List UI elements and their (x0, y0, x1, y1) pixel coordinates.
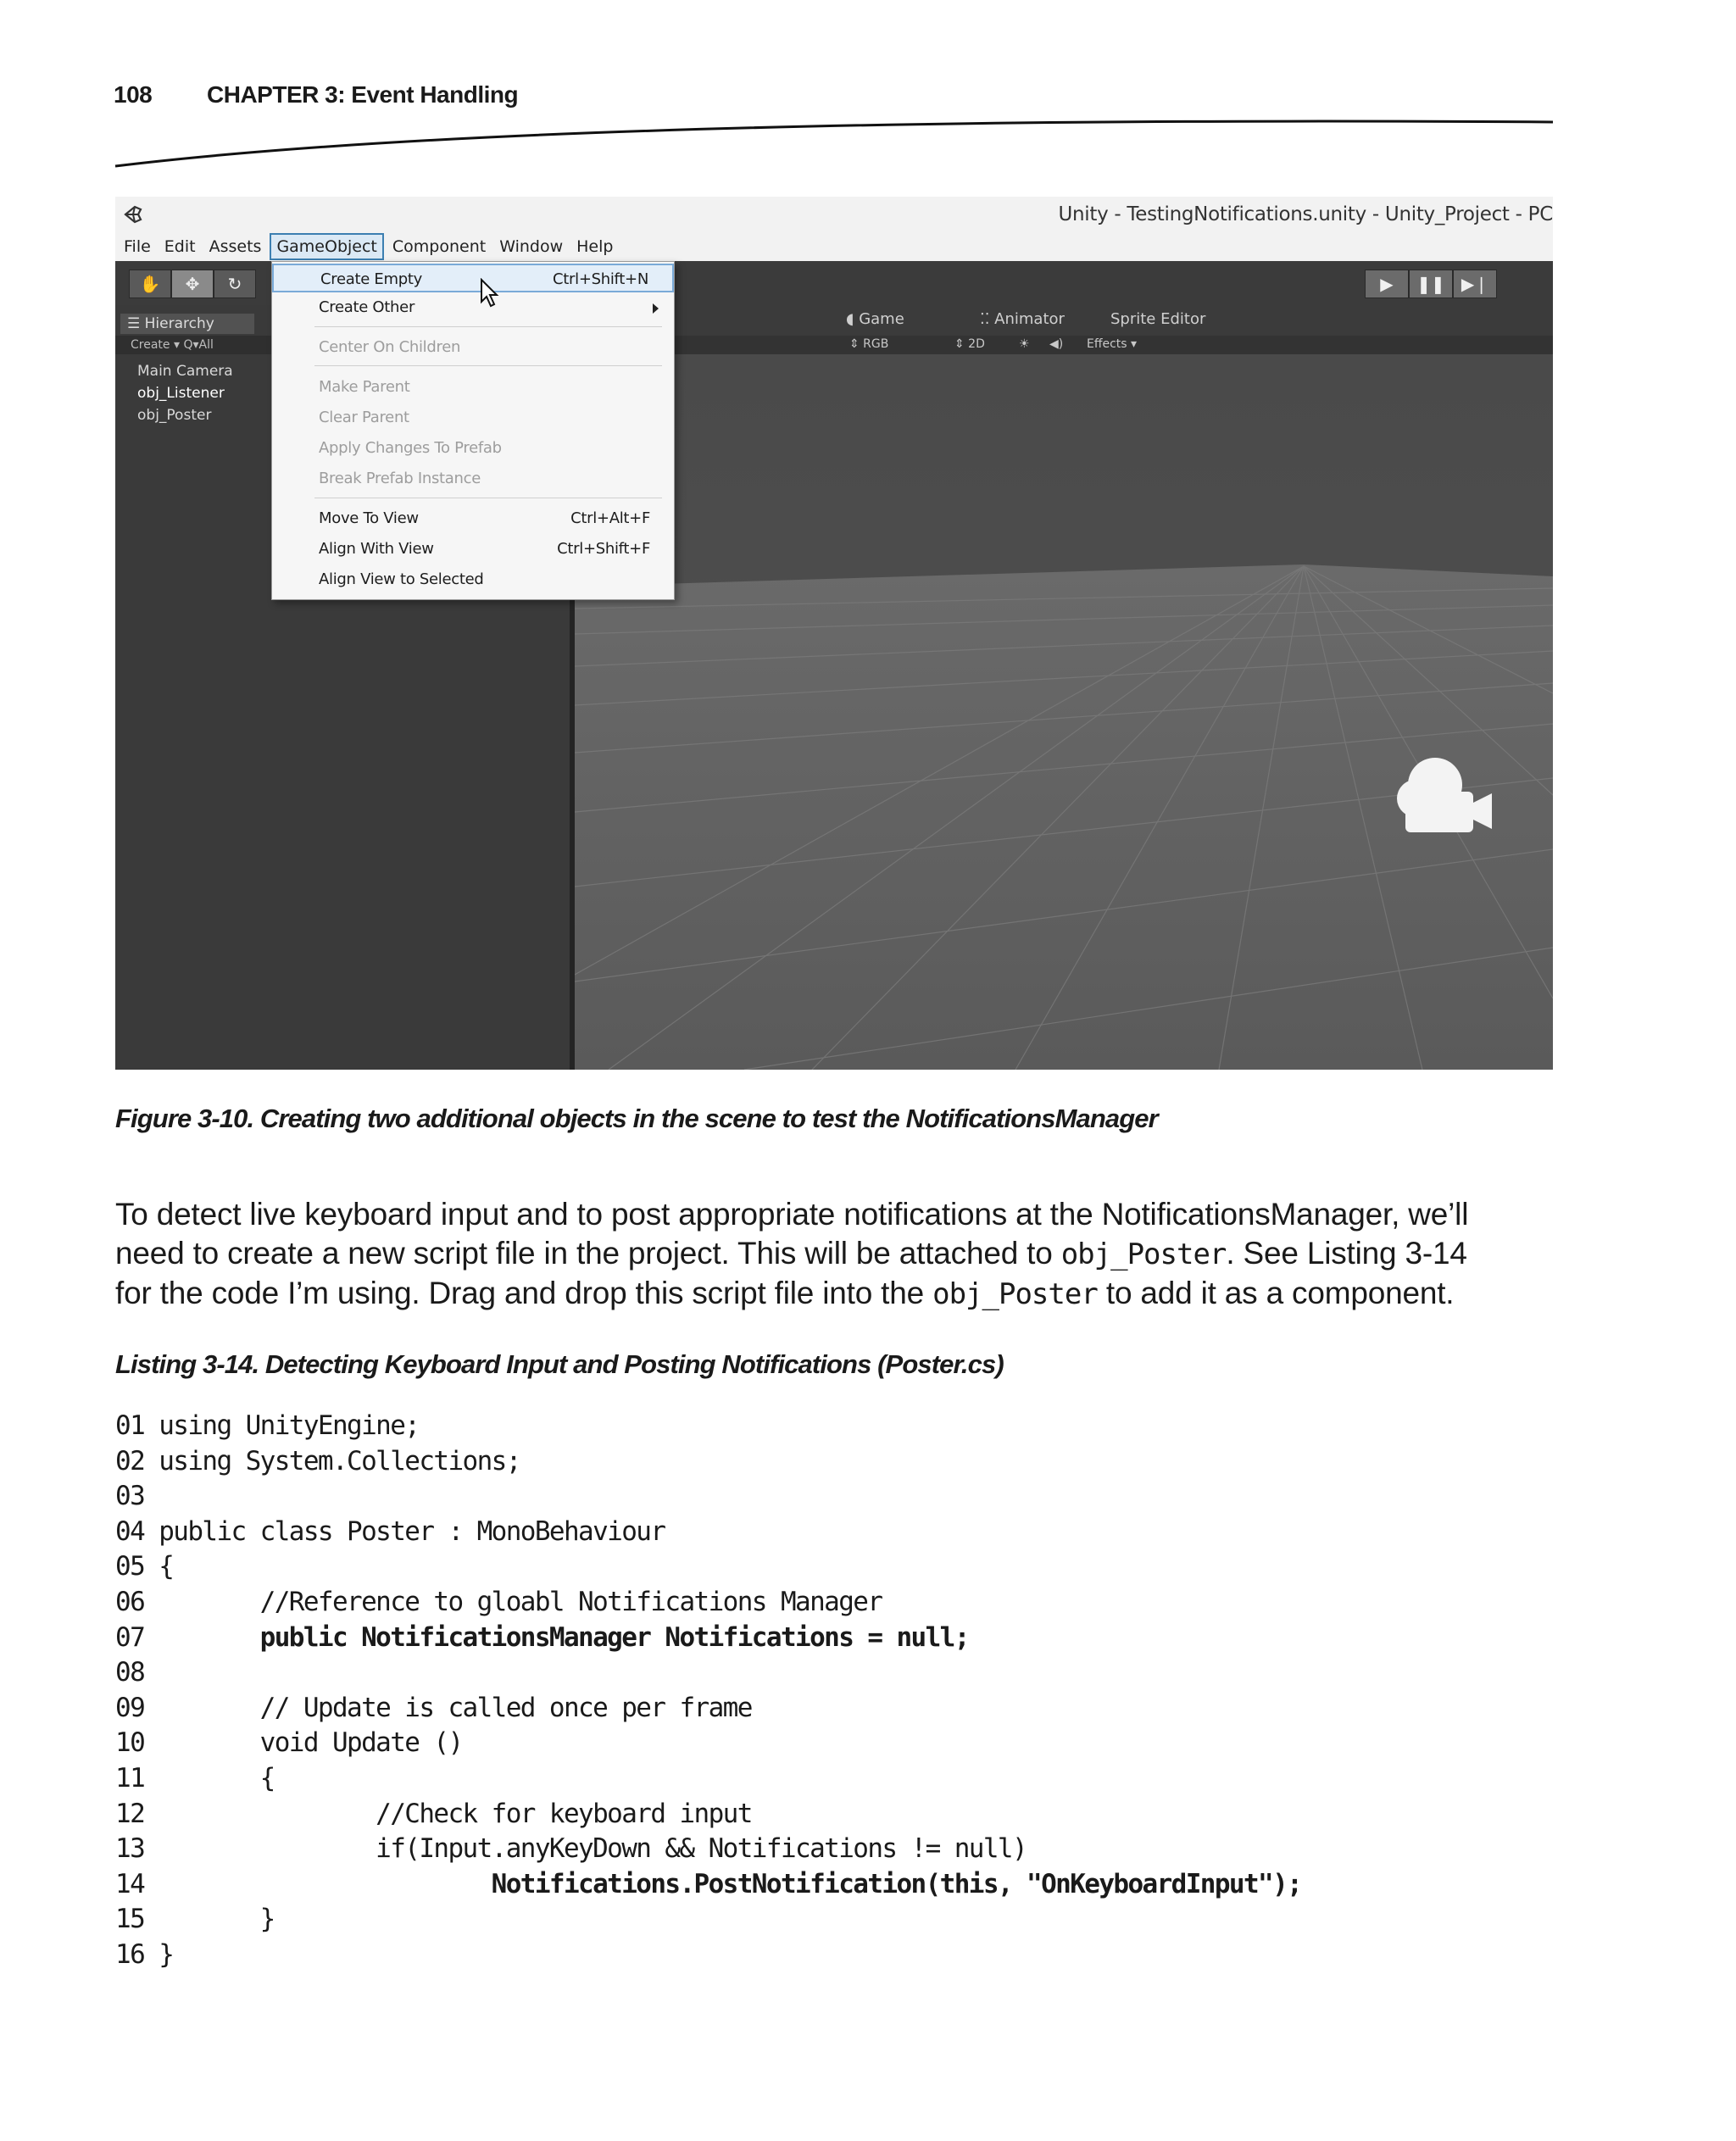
menu-item-center-on-children (272, 333, 674, 362)
code-line (115, 1691, 1301, 1727)
tab-game[interactable]: ◖ Game (846, 310, 904, 328)
code-text: // Update is called once per frame (144, 1692, 752, 1723)
menu-item-apply-changes-to-prefab (272, 434, 674, 463)
code-line (115, 1832, 1301, 1867)
line-number: 10 (115, 1727, 145, 1759)
line-number: 01 (115, 1410, 145, 1441)
menu-item-shortcut: Ctrl+Shift+N (553, 270, 648, 288)
menu-item-shortcut: Ctrl+Alt+F (570, 509, 650, 527)
mouse-cursor-icon (480, 278, 502, 309)
game-view (575, 305, 1553, 1070)
line-number: 09 (115, 1692, 145, 1723)
menu-edit[interactable]: Edit (164, 237, 196, 256)
play-button[interactable]: ▶ (1365, 270, 1409, 298)
code-text: //Check for keyboard input (144, 1798, 752, 1829)
code-line (115, 1761, 1301, 1797)
code-text: public class Poster : MonoBehaviour (144, 1515, 665, 1547)
inline-code: obj_Poster (932, 1277, 1098, 1311)
code-text: void Update () (144, 1727, 463, 1759)
unity-screenshot (115, 197, 1553, 1070)
line-number: 06 (115, 1586, 145, 1617)
code-text: using System.Collections; (144, 1445, 520, 1476)
running-header (114, 78, 518, 112)
code-text: } (144, 1904, 275, 1935)
menu-item-label: Center On Children (319, 338, 461, 356)
line-number: 13 (115, 1833, 145, 1865)
listing-title: Listing 3-14. Detecting Keyboard Input and Posting Notifications (Poster.cs) (115, 1349, 1004, 1379)
text-run: need to create a new script file in the project. This will be attached to (115, 1236, 1061, 1271)
menu-help[interactable]: Help (576, 237, 614, 256)
paragraph-line-2 (115, 1234, 1556, 1274)
code-line (115, 1479, 1301, 1515)
line-number: 08 (115, 1657, 145, 1688)
menu-gameobject[interactable]: GameObject (270, 233, 383, 260)
menu-item-break-prefab-instance (272, 464, 674, 493)
2d-toggle[interactable]: ⇕ 2D (954, 337, 985, 351)
code-text: { (144, 1551, 174, 1582)
hand-tool-button[interactable]: ✋ (129, 270, 171, 298)
menu-assets[interactable]: Assets (209, 237, 262, 256)
code-line (115, 1515, 1301, 1550)
lighting-toggle-icon[interactable]: ☀ (1019, 337, 1030, 351)
hierarchy-toolbar[interactable]: Create ▾ Q▾All (115, 336, 570, 354)
menu-item-align-view-to-selected[interactable] (272, 565, 674, 594)
hierarchy-tab[interactable]: ☰ Hierarchy (120, 314, 254, 334)
line-number: 02 (115, 1445, 145, 1476)
code-line (115, 1867, 1301, 1903)
menu-item-label: Break Prefab Instance (319, 470, 481, 487)
window-title: Unity - TestingNotifications.unity - Unity_Project - PC (1058, 203, 1553, 225)
tab-sprite-editor[interactable]: Sprite Editor (1110, 310, 1206, 328)
text-run: to add it as a component. (1097, 1276, 1455, 1310)
move-tool-button[interactable]: ✥ (171, 270, 214, 298)
code-text-bold: public NotificationsManager Notifications = null; (144, 1621, 969, 1653)
code-text: if(Input.anyKeyDown && Notifications != null) (144, 1833, 1027, 1865)
code-text: } (144, 1938, 174, 1970)
menu-item-label: Align View to Selected (319, 570, 484, 588)
line-number: 16 (115, 1938, 145, 1970)
hierarchy-item-obj-listener[interactable]: obj_Listener (137, 385, 225, 402)
line-number: 11 (115, 1762, 145, 1793)
line-number: 03 (115, 1481, 145, 1512)
menu-item-make-parent (272, 373, 674, 402)
menu-separator (314, 365, 662, 366)
rotate-tool-button[interactable]: ↻ (214, 270, 256, 298)
menu-item-move-to-view[interactable] (272, 504, 674, 533)
line-number: 04 (115, 1515, 145, 1547)
code-line (115, 1938, 1301, 1973)
code-text: //Reference to gloabl Notifications Manager (144, 1586, 882, 1617)
menu-item-shortcut: Ctrl+Shift+F (557, 540, 650, 558)
code-line (115, 1585, 1301, 1621)
code-line (115, 1797, 1301, 1832)
paragraph-line-3 (115, 1274, 1556, 1314)
tab-animator[interactable]: ⁚⁚ Animator (980, 310, 1065, 328)
code-line (115, 1444, 1301, 1480)
pause-button[interactable]: ❚❚ (1409, 270, 1453, 298)
menu-item-align-with-view[interactable] (272, 535, 674, 564)
line-number: 15 (115, 1904, 145, 1935)
menu-item-clear-parent (272, 403, 674, 432)
code-line (115, 1902, 1301, 1938)
inline-code: obj_Poster (1060, 1237, 1227, 1271)
menu-item-create-other[interactable] (272, 293, 674, 322)
menu-separator (314, 326, 662, 327)
audio-toggle-icon[interactable]: ◀) (1049, 337, 1064, 351)
menu-item-label: Apply Changes To Prefab (319, 439, 502, 457)
menu-item-label: Move To View (319, 509, 419, 527)
code-line (115, 1726, 1301, 1761)
code-text: using UnityEngine; (144, 1410, 420, 1441)
menu-item-label: Make Parent (319, 378, 410, 396)
header-rule (110, 110, 1568, 170)
code-line (115, 1549, 1301, 1585)
menu-window[interactable]: Window (499, 237, 564, 256)
code-line (115, 1621, 1301, 1656)
menu-item-label: Clear Parent (319, 409, 409, 426)
effects-dropdown[interactable]: Effects ▾ (1087, 337, 1138, 351)
view-tabs (575, 305, 1553, 336)
line-number: 12 (115, 1798, 145, 1829)
chapter-title: CHAPTER 3: Event Handling (207, 81, 519, 108)
line-number: 14 (115, 1868, 145, 1899)
menu-file[interactable]: File (124, 237, 151, 256)
code-text: { (144, 1762, 275, 1793)
body-paragraph (115, 1195, 1556, 1314)
view-toolbar (575, 336, 1553, 354)
code-text-bold: Notifications.PostNotification(this, "OnKeyboardInput"); (144, 1868, 1302, 1899)
text-run: . See Listing 3-14 (1226, 1236, 1467, 1271)
code-line (115, 1655, 1301, 1691)
unity-logo-icon (122, 203, 144, 225)
menu-item-create-empty[interactable] (272, 264, 674, 292)
gameobject-dropdown-menu (271, 261, 675, 600)
menu-item-label: Align With View (319, 540, 434, 558)
figure-caption: Figure 3-10. Creating two additional objects in the scene to test the NotificationsManager (115, 1104, 1158, 1133)
hierarchy-item-main-camera[interactable]: Main Camera (137, 363, 233, 380)
step-button[interactable]: ▶❘ (1453, 270, 1497, 298)
code-listing (115, 1409, 1301, 1973)
page-number: 108 (114, 81, 153, 108)
menu-item-label: Create Empty (320, 270, 422, 288)
line-number: 05 (115, 1551, 145, 1582)
text-run: for the code I’m using. Drag and drop this script file into the (115, 1276, 933, 1310)
hierarchy-item-obj-poster[interactable]: obj_Poster (137, 407, 212, 424)
paragraph-line-1: To detect live keyboard input and to post appropriate notifications at the NotificationsManager, we’ll (115, 1197, 1469, 1232)
submenu-arrow-icon (653, 303, 659, 314)
code-line (115, 1409, 1301, 1444)
rgb-dropdown[interactable]: ⇕ RGB (849, 337, 889, 351)
menu-item-label: Create Other (319, 298, 415, 316)
title-bar (115, 197, 1553, 232)
scene-grid[interactable] (575, 354, 1553, 1070)
line-number: 07 (115, 1621, 145, 1653)
menu-component[interactable]: Component (392, 237, 487, 256)
menu-bar (115, 232, 1553, 261)
